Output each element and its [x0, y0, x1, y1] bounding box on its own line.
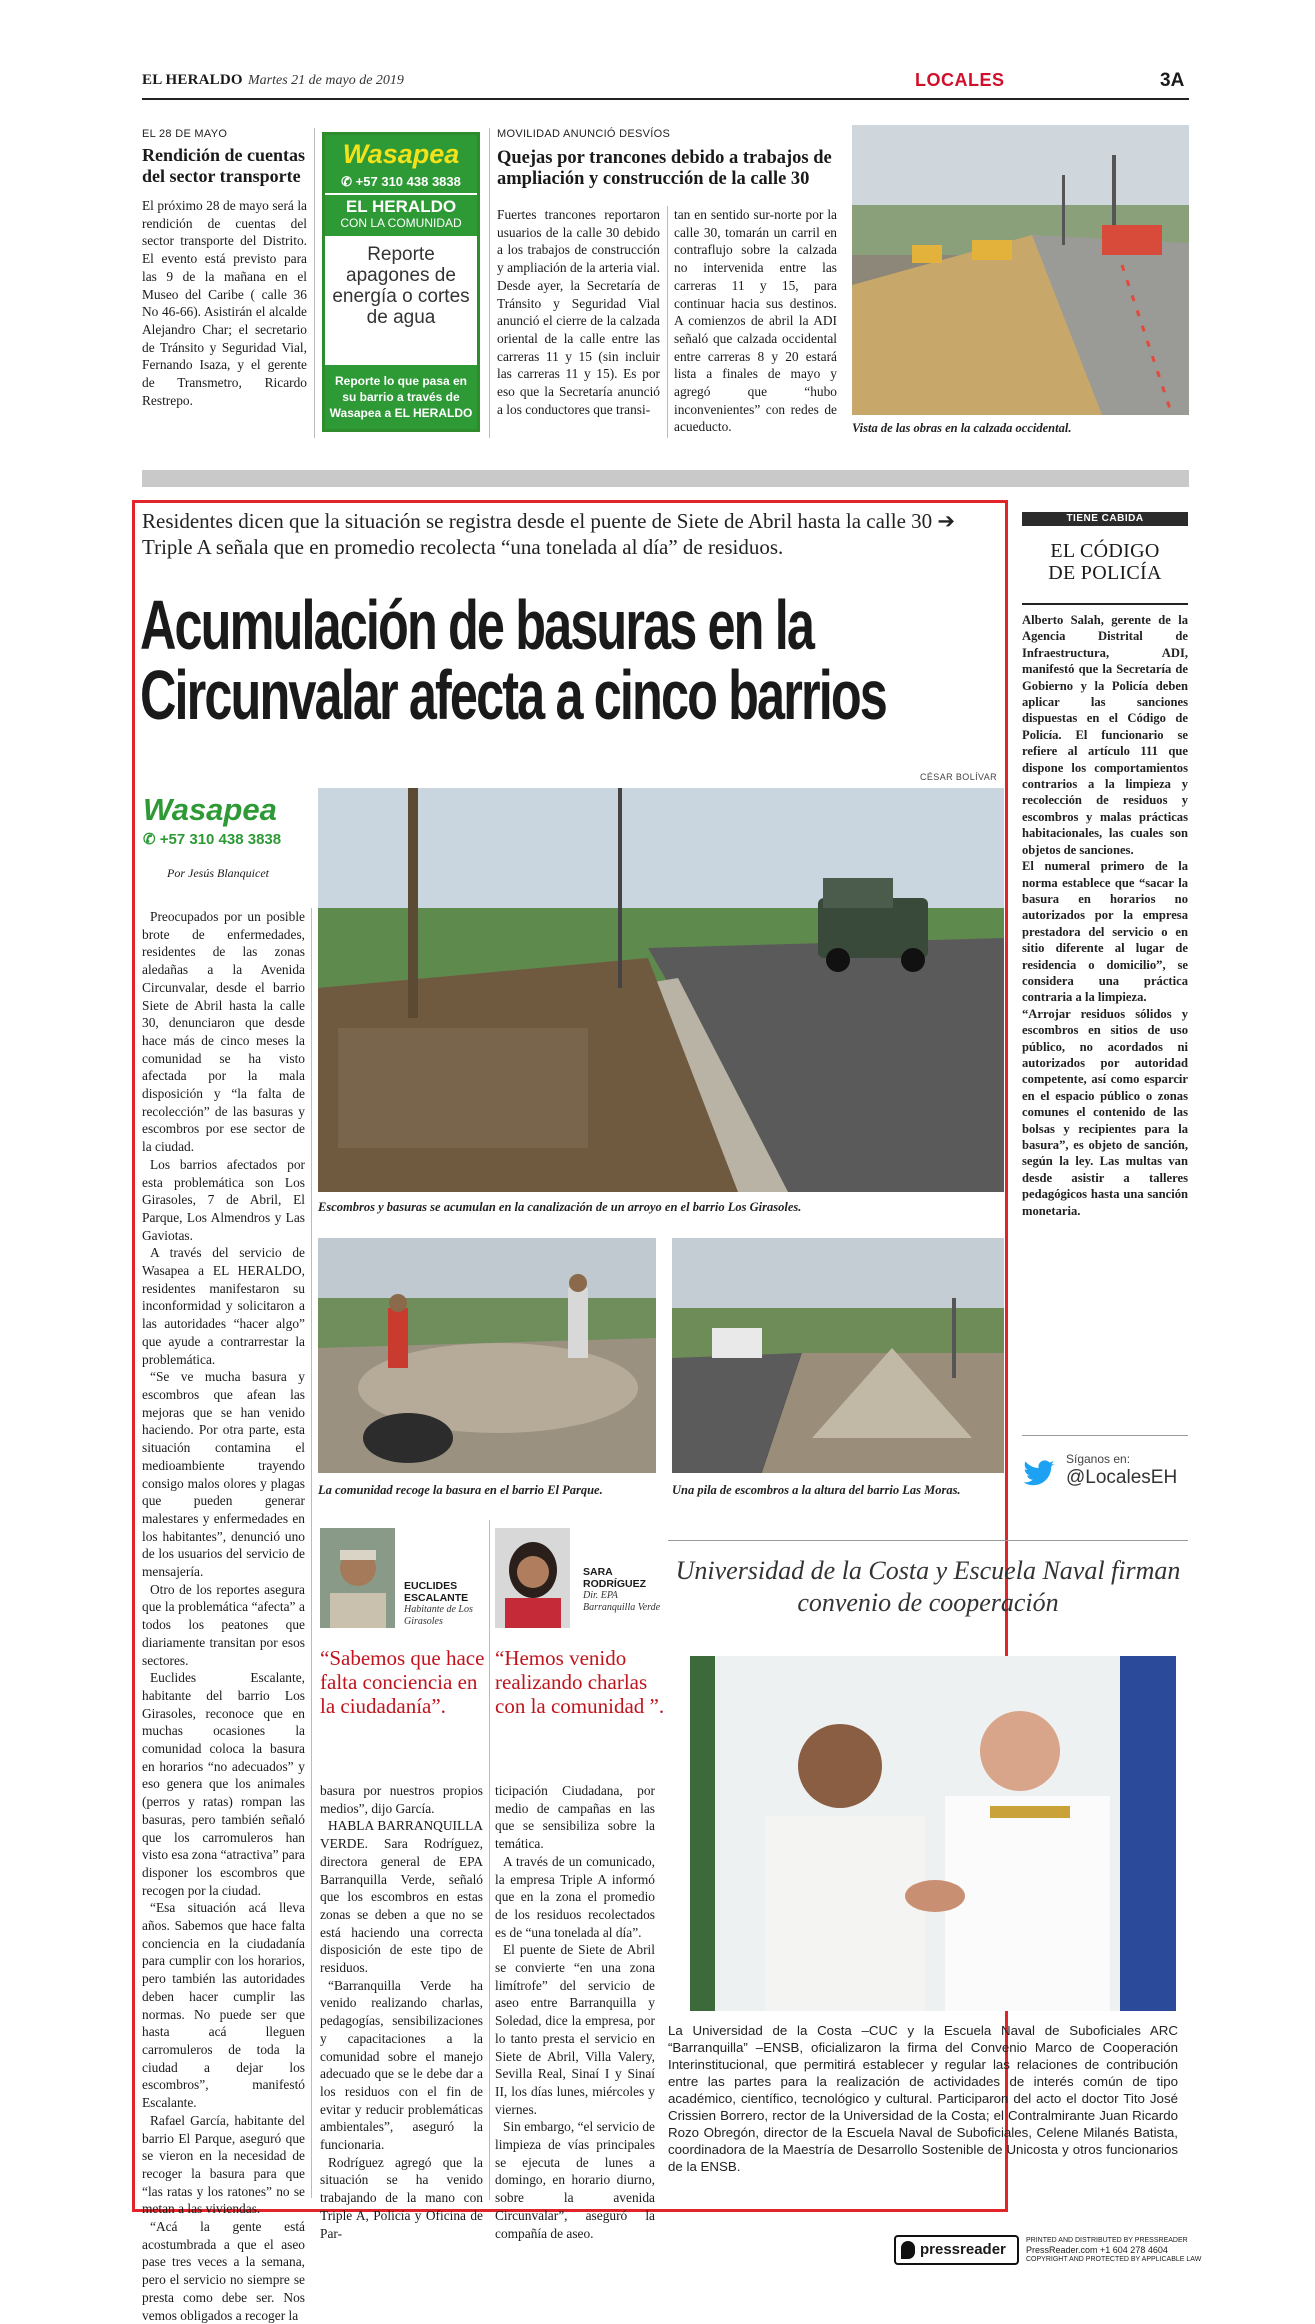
quote-attribution-2	[583, 1566, 663, 1614]
brief2-headline: Quejas por trancones debido a trabajos de ampliación y construcción de la calle 30	[497, 148, 832, 189]
sidebar-rule	[1022, 1435, 1188, 1436]
paragraph: ticipación Ciudadana, por medio de campañas en las que se sensibiliza sobre la temática.	[495, 1783, 655, 1852]
sidebar-title: EL CÓDIGO DE POLICÍA	[1048, 540, 1162, 584]
quote-role: Dir. EPA Barranquilla Verde	[583, 1590, 661, 1613]
whatsapp-icon: ✆	[341, 174, 353, 189]
paragraph: A través del servicio de Wasapea a EL HERALDO, residentes manifestaron su inconformidad y solicitaron a las autoridades “hacer algo” que ayude a contrarrestar la problemática.	[142, 1245, 305, 1367]
paragraph: Preocupados por un posible brote de enfermedades, residentes de las zonas aledañas a la Avenida Circunvalar, desde el barrio Siete de Abril hasta la calle 30, denunciaron que desde hace más de cinco meses la comunidad se ha visto afectada por la mala disposición y “la falta de recolección” de las basuras y escombros por ese sector de la ciudad.	[142, 909, 305, 1155]
wasapea-paper-name: EL HERALDO	[325, 195, 477, 216]
paragraph: Los barrios afectados por esta problemática son Los Girasoles, 7 de Abril, El Parque, Los Almendros y Las Gaviotas.	[142, 1156, 305, 1243]
wasapea-community: CON LA COMUNIDAD	[325, 216, 477, 236]
person-photo	[320, 1528, 395, 1628]
wasapea-report-text: Reporte apagones de energía o cortes de agua	[332, 244, 470, 328]
footer-line-2: PressReader.com +1 604 278 4604	[1026, 2245, 1168, 2255]
quote-attribution-1	[404, 1580, 489, 1628]
main-story-col3	[495, 1782, 655, 2242]
main-story-col2	[320, 1782, 483, 2242]
brief2-kicker: MOVILIDAD ANUNCIÓ DESVÍOS	[497, 128, 671, 140]
road-works-illustration	[852, 125, 1189, 415]
photo-obras-calle30	[852, 125, 1189, 415]
quote-name: SARA RODRÍGUEZ	[583, 1566, 646, 1590]
brief2-photo-caption: Vista de las obras en la calzada occidental.	[852, 421, 1072, 435]
garbage-canal-illustration	[318, 788, 1004, 1192]
wasapea-logo-small: Wasapea	[143, 792, 277, 827]
pressreader-icon	[901, 2241, 915, 2259]
whatsapp-icon: ✆	[143, 831, 156, 848]
rubble-pile-illustration	[672, 1238, 1004, 1473]
quote-name: EUCLIDES ESCALANTE	[404, 1580, 469, 1604]
pull-quote-1: “Sabemos que hace falta conciencia en la ciudadanía”.	[320, 1646, 485, 1718]
pressreader-footer	[894, 2235, 1202, 2267]
sidebar-body	[1022, 612, 1188, 1219]
wasapea-cta: Reporte lo que pasa en su barrio a través de Wasapea a EL HERALDO	[325, 365, 477, 429]
pull-quote-2: “Hemos venido realizando charlas con la comunidad ”.	[495, 1646, 665, 1718]
pressreader-brand: pressreader	[920, 2241, 1006, 2258]
masthead-section: LOCALES	[915, 70, 1005, 90]
column-rule	[489, 1520, 490, 2200]
caption-left-photo: La comunidad recoge la basura en el barrio El Parque.	[318, 1483, 603, 1497]
wasapea-phone-number: +57 310 438 3838	[159, 831, 282, 848]
university-headline: Universidad de la Costa y Escuela Naval firman convenio de cooperación	[675, 1556, 1181, 1617]
paragraph: “Esa situación acá lleva años. Sabemos que hace falta conciencia en la ciudadanía para cumplir con los horarios, pero también las autoridades deben hacer cumplir las normas. No puede ser que hasta acá lleguen carromuleros de toda la ciudad a dejar los escombros”, manifestó Escalante.	[142, 1900, 305, 2111]
paragraph: Euclides Escalante, habitante del barrio Los Girasoles, reconoce que en muchas ocasiones la comunidad coloca la basura en horarios “no adecuados” y eso genera que los animales (perros y ratas) rompan las basuras, pero también señaló que los carromuleros han visto esa zona “atractiva” para disponer los escombros que recogen por la ciudad.	[142, 1670, 305, 1898]
photo-convenio-firma	[690, 1656, 1176, 2011]
paragraph: “Acá la gente está acostumbrada a que el aseo pase tres veces a la semana, pero el servicio no siempre se presta como debe ser. Nos vemos obligados a recoger la	[142, 2219, 305, 2323]
paragraph: HABLA BARRANQUILLA VERDE. Sara Rodríguez, directora general de EPA Barranquilla Verde, señaló que los escombros en estas zonas se deben a que no se está haciendo una correcta disposición de este tipo de residuos.	[320, 1818, 483, 1976]
masthead-page-number: 3A	[1160, 70, 1185, 91]
caption-right-photo: Una pila de escombros a la altura del barrio Las Moras.	[672, 1483, 961, 1497]
paragraph: Rafael García, habitante del barrio El Parque, aseguró que se vieron en la necesidad de recoger la basura para que “las ratas y los ratones” no se metan a las viviendas.	[142, 2112, 305, 2217]
paragraph: Sin embargo, “el servicio de limpieza de vías principales se ejecuta de lunes a domingo, en horario diurno, sobre la avenida Circunvalar”, aseguró la compañía de aseo.	[495, 2119, 655, 2241]
byline: Por Jesús Blanquicet	[167, 866, 269, 880]
twitter-handle[interactable]: @LocalesEH	[1066, 1467, 1178, 1488]
brief2-col1: Fuertes trancones reportaron usuarios de la calle 30 debido a los trabajos de construcción y ampliación de la arteria vial. Desde ayer, la Secretaría de Tránsito y Seguridad Vial anunció el cierre de la calzada oriental de la calle entre las carreras 11 y 15 (sin incluir las carreras 11 y 15). Es por eso que la Secretaría anunció a los conductores que transi-	[497, 207, 660, 417]
paragraph: “Arrojar residuos sólidos y escombros en sitios de uso público, no acordados ni autorizados por autoridad competente, así como esparcir en el espacio público o zonas comunes el contenido de las bolsas y recipientes para la basura”, es objeto de sanción, según la ley. Las multas van desde asistir a talleres pedagógicos hasta una sanción monetaria.	[1022, 1006, 1188, 1218]
handshake-illustration	[690, 1656, 1176, 2011]
column-rule	[314, 128, 315, 438]
twitter-icon	[1022, 1460, 1056, 1488]
column-rule	[489, 128, 490, 438]
wasapea-phone-small	[143, 830, 281, 848]
headline-line-1: Acumulación de basuras en la	[140, 586, 814, 664]
brief2-col2: tan en sentido sur-norte por la calle 30, tomarán un carril en contraflujo sobre la calzada no intervenida entre las carreras 11 y 15, para continuar hacia sus destinos. A comienzos de abril la ADI señaló que calzada occidental entre carreras 8 y 20 estará lista a finales de mayo y agregó que “hubo inconvenientes” con redes de acueducto.	[674, 207, 837, 435]
paragraph: “Barranquilla Verde ha venido realizando charlas, pedagogías, sensibilizaciones y capacitaciones a la comunidad sobre el manejo adecuado que se le debe dar a los residuos con el fin de evitar y reducir problemáticas ambientales”, aseguró la funcionaria.	[320, 1977, 483, 2153]
column-rule	[311, 908, 312, 2198]
masthead-date: Martes 21 de mayo de 2019	[248, 73, 404, 88]
sidebar-rule	[1022, 603, 1188, 605]
footer-line-3: COPYRIGHT AND PROTECTED BY APPLICABLE LAW	[1026, 2256, 1202, 2263]
photo-credit: CÉSAR BOLÍVAR	[920, 772, 998, 782]
wasapea-logo: Wasapea	[325, 135, 477, 173]
photo-el-parque	[318, 1238, 656, 1473]
main-story-headline	[140, 586, 886, 734]
masthead-paper: EL HERALDO	[142, 72, 243, 88]
brief-transporte	[142, 128, 307, 409]
avatar-euclides	[320, 1528, 395, 1628]
person-photo	[495, 1528, 570, 1628]
brief-body: El próximo 28 de mayo será la rendición de cuentas del sector transporte del Distrito. El evento está previsto para las 9 de la mañana en el Museo del Caribe ( calle 36 No 46-66). Asistirán el alcalde Alejandro Char; el secretario de Tránsito y Seguridad Vial, Fernando Isaza, y el gerente de Transmetro, Ricardo Restrepo.	[142, 198, 307, 408]
wasapea-promo-box	[322, 132, 480, 432]
masthead-rule	[142, 98, 1189, 100]
university-body: La Universidad de la Costa –CUC y la Escuela Naval de Suboficiales ARC “Barranquilla” –ENSB, oficializaron la firma del Convenio Marco de Cooperación Interinstitucional, que permitirá establecer y regular las relaciones de contribución entre las partes para la realización de actividades de interés común de tipo académico, científico, tecnológico y cultural. Participaron del acto el doctor Tito José Crissien Borrero, rector de la Universidad de la Costa; el Contralmirante Juan Ricardo Rozo Obregón, director de la Escuela Naval de Suboficiales, Celene Milanés Batista, coordinadora de la Maestría de Desarrollo Sostenible de Unicosta y otros funcionarios de la ENSB.	[668, 2023, 1178, 2174]
footer-line-1: PRINTED AND DISTRIBUTED BY PRESSREADER	[1026, 2237, 1188, 2244]
main-story-deck: Residentes dicen que la situación se registra desde el puente de Siete de Abril hasta la calle 30 ➔ Triple A señala que en promedio recolecta “una tonelada al día” de residuos.	[142, 509, 955, 559]
quote-role: Habitante de Los Girasoles	[404, 1604, 473, 1627]
paragraph: basura por nuestros propios medios”, dijo García.	[320, 1783, 483, 1816]
wasapea-phone-number: +57 310 438 3838	[355, 174, 461, 189]
photo-los-girasoles	[318, 788, 1004, 1192]
brief-kicker: EL 28 DE MAYO	[142, 128, 228, 140]
main-story-col1	[142, 908, 305, 2324]
twitter-follow-label: Síganos en:	[1066, 1452, 1131, 1466]
wasapea-phone	[325, 173, 477, 193]
paragraph: El numeral primero de la norma establece que “sacar la basura en horarios no autorizados por la empresa prestadora del servicio o en sitio diferente al lugar de residencia o domicilio”, se considera una práctica contraria a la limpieza.	[1022, 859, 1188, 1005]
avatar-sara	[495, 1528, 570, 1628]
brief-headline: Rendición de cuentas del sector transporte	[142, 145, 306, 186]
paragraph: Otro de los reportes asegura que la problemática “afecta” a todos los peatones que diariamente transitan por esos sectores.	[142, 1581, 305, 1668]
paragraph: Rodríguez agregó que la situación se ha venido trabajando de la mano con Triple A, Policía y Oficina de Par-	[320, 2154, 483, 2241]
pressreader-logo	[894, 2235, 1019, 2265]
column-rule	[667, 206, 668, 438]
community-cleanup-illustration	[318, 1238, 656, 1473]
paragraph: A través de un comunicado, la empresa Triple A informó que en la zona el promedio de los residuos recolectados es de “una tonelada al día”.	[495, 1853, 655, 1940]
paragraph: “Se ve mucha basura y escombros que afean las mejoras que se han venido haciendo. Por otra parte, esta situación contamina el medioambiente trayendo consigo malos olores y plagas que pueden generar malestares y enfermedades en los habitantes”, denunció uno de los usuarios del servicio de mensajería.	[142, 1369, 305, 1580]
caption-main-photo: Escombros y basuras se acumulan en la canalización de un arroyo en el barrio Los Girasoles.	[318, 1200, 802, 1214]
section-divider	[142, 470, 1189, 487]
sidebar-label: TIENE CABIDA	[1022, 512, 1188, 526]
section-rule	[668, 1540, 1188, 1541]
paragraph: Alberto Salah, gerente de la Agencia Distrital de Infraestructura, ADI, manifestó que la Secretaría de Gobierno y la Policía deben aplicar las sanciones dispuestas en el Código de Policía. El funcionario se refiere al artículo 111 que dispone los comportamientos contrarios a la limpieza y recolección de residuos y escombros y malas prácticas habitacionales, las cuales son objetos de sanciones.	[1022, 613, 1188, 857]
paragraph: El puente de Siete de Abril se convierte “en una zona limítrofe” del servicio de aseo entre Barranquilla y Soledad, dice la empresa, por lo tanto presta el servicio en Siete de Abril, Villa Valery, Sevilla Real, Sinaí I y Sinaí II, los días lunes, miércoles y viernes.	[495, 1942, 655, 2117]
photo-las-moras	[672, 1238, 1004, 1473]
headline-line-2: Circunvalar afecta a cinco barrios	[140, 656, 886, 734]
